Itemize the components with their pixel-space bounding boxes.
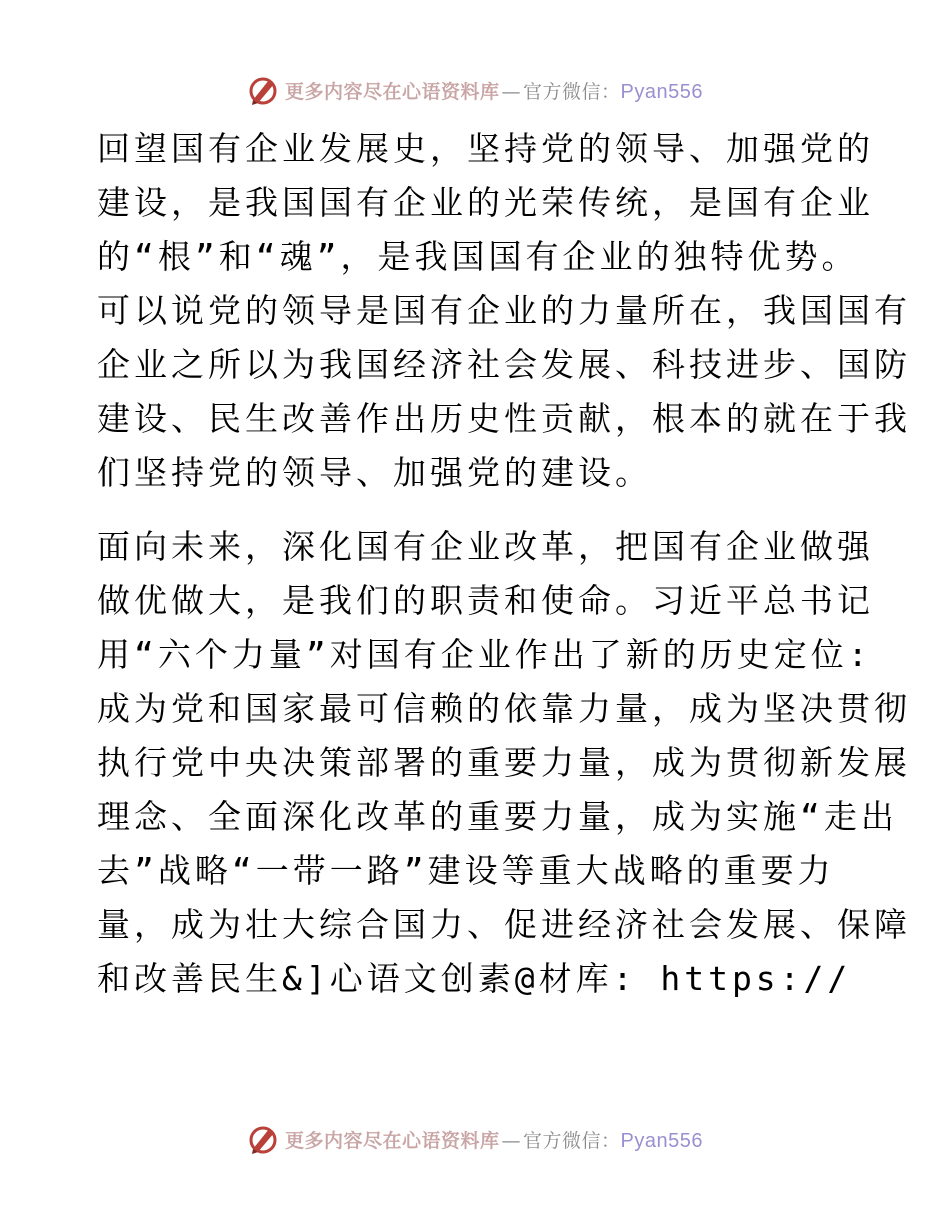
text-line: 做优做大，是我们的职责和使命。习近平总书记: [97, 581, 874, 620]
wechat-id: Pyan556: [620, 1129, 703, 1152]
site-name: 更多内容尽在心语资料库: [285, 1129, 500, 1152]
text-line: 企业之所以为我国经济社会发展、科技进步、国防: [97, 345, 911, 384]
wechat-id: Pyan556: [620, 80, 703, 103]
text-line: 量，成为壮大综合国力、促进经济社会发展、保障: [97, 905, 911, 944]
banner-dash: —: [501, 1129, 522, 1152]
wechat-label: 官方微信：: [523, 1129, 621, 1152]
pen-circle-logo-icon: [247, 74, 279, 106]
text-line: 可以说党的领导是国有企业的力量所在，我国国有: [97, 291, 911, 330]
text-line: 执行党中央决策部署的重要力量，成为贯彻新发展: [97, 743, 911, 782]
site-name: 更多内容尽在心语资料库: [285, 80, 500, 103]
page-footer-banner: [0, 1121, 950, 1157]
text-line: 去”战略“一带一路”建设等重大战略的重要力: [97, 851, 835, 890]
banner-text: [285, 77, 703, 104]
text-line: 和改善民生&]心语文创素@材库: https://: [97, 959, 852, 998]
text-line: 面向未来，深化国有企业改革，把国有企业做强: [97, 527, 874, 566]
text-line: 用“六个力量”对国有企业作出了新的历史定位:: [97, 635, 872, 674]
text-line: 的“根”和“魂”，是我国国有企业的独特优势。: [97, 237, 859, 276]
page-header-banner: [0, 72, 950, 108]
paragraph-1: [97, 122, 911, 500]
pen-circle-logo-icon: [247, 1123, 279, 1155]
paragraph-2: [97, 520, 911, 1006]
document-body: [97, 122, 911, 1006]
text-line: 建设，是我国国有企业的光荣传统，是国有企业: [97, 183, 874, 222]
wechat-label: 官方微信：: [523, 80, 621, 103]
banner-dash: —: [501, 80, 522, 103]
text-line: 回望国有企业发展史，坚持党的领导、加强党的: [97, 129, 874, 168]
text-line: 建设、民生改善作出历史性贡献，根本的就在于我: [97, 399, 911, 438]
text-line: 成为党和国家最可信赖的依靠力量，成为坚决贯彻: [97, 689, 911, 728]
watermark-banner: [247, 74, 703, 106]
text-line: 们坚持党的领导、加强党的建设。: [97, 453, 652, 492]
watermark-banner: [247, 1123, 703, 1155]
banner-text: [285, 1126, 703, 1153]
text-line: 理念、全面深化改革的重要力量，成为实施“走出: [97, 797, 898, 836]
